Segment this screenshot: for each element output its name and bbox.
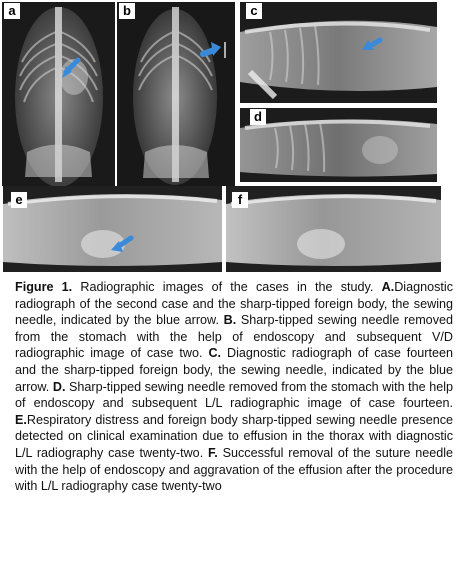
- panel-label-d: d: [250, 109, 266, 125]
- panel-label-f: f: [232, 192, 248, 208]
- caption-part-d-key: D.: [52, 379, 66, 394]
- caption-part-f-text: Successful removal of the suture needle with the help of endoscopy and aggravation of the effusion after the procedure with L/L radiography case twenty-two: [15, 445, 454, 494]
- panel-label-a: a: [4, 3, 20, 19]
- radiograph-panel-d: [240, 108, 437, 182]
- caption-part-e-key: E.: [15, 412, 27, 427]
- radiograph-c-image: [240, 2, 437, 103]
- caption-part-b-text: Sharp-tipped sewing needle removed from the stomach with the help of endoscopy and subsequent V/D radiographic image of case two.: [15, 313, 453, 361]
- radiograph-e-image: [3, 186, 222, 272]
- caption-part-e-text: Respiratory distress and foreign body sharp-tipped sewing needle presence detected on clinical examination due to effusion in the thorax with diagnostic L/L radiography case twenty-two.: [15, 412, 453, 460]
- caption-part-a-text: Diagnostic radiograph of the second case and the sharp-tipped foreign body, the sewing needle, indicated by the blue arrow.: [15, 280, 454, 328]
- radiograph-panel-b: [117, 2, 235, 186]
- caption-part-d-text: Sharp-tipped sewing needle removed from the stomach with the help of endoscopy and subsequent L/L radiographic image of case fourteen.: [15, 379, 454, 411]
- radiograph-b-image: [117, 2, 235, 186]
- caption-part-a-key: A.: [381, 280, 395, 294]
- figure-caption: [15, 279, 453, 495]
- caption-part-c-key: C.: [208, 346, 222, 361]
- caption-part-b-key: B.: [223, 313, 237, 328]
- radiograph-f-image: [226, 186, 441, 272]
- radiograph-a-image: [2, 2, 115, 186]
- radiograph-panel-e: [3, 186, 222, 272]
- panel-label-e: e: [11, 192, 27, 208]
- caption-intro: Radiographic images of the cases in the study.: [72, 280, 374, 294]
- panel-label-c: c: [246, 3, 262, 19]
- radiograph-d-image: [240, 108, 437, 182]
- radiograph-panel-f: [226, 186, 441, 272]
- caption-part-f-key: F.: [208, 445, 218, 460]
- caption-part-c-text: Diagnostic radiograph of case fourteen and the sharp-tipped foreign body, the sewing needle, indicated by the blue arrow.: [15, 346, 454, 394]
- panel-label-b: b: [119, 3, 135, 19]
- figure-label: Figure 1.: [15, 280, 73, 294]
- radiograph-panel-a: [2, 2, 115, 186]
- radiograph-panel-c: [240, 2, 437, 103]
